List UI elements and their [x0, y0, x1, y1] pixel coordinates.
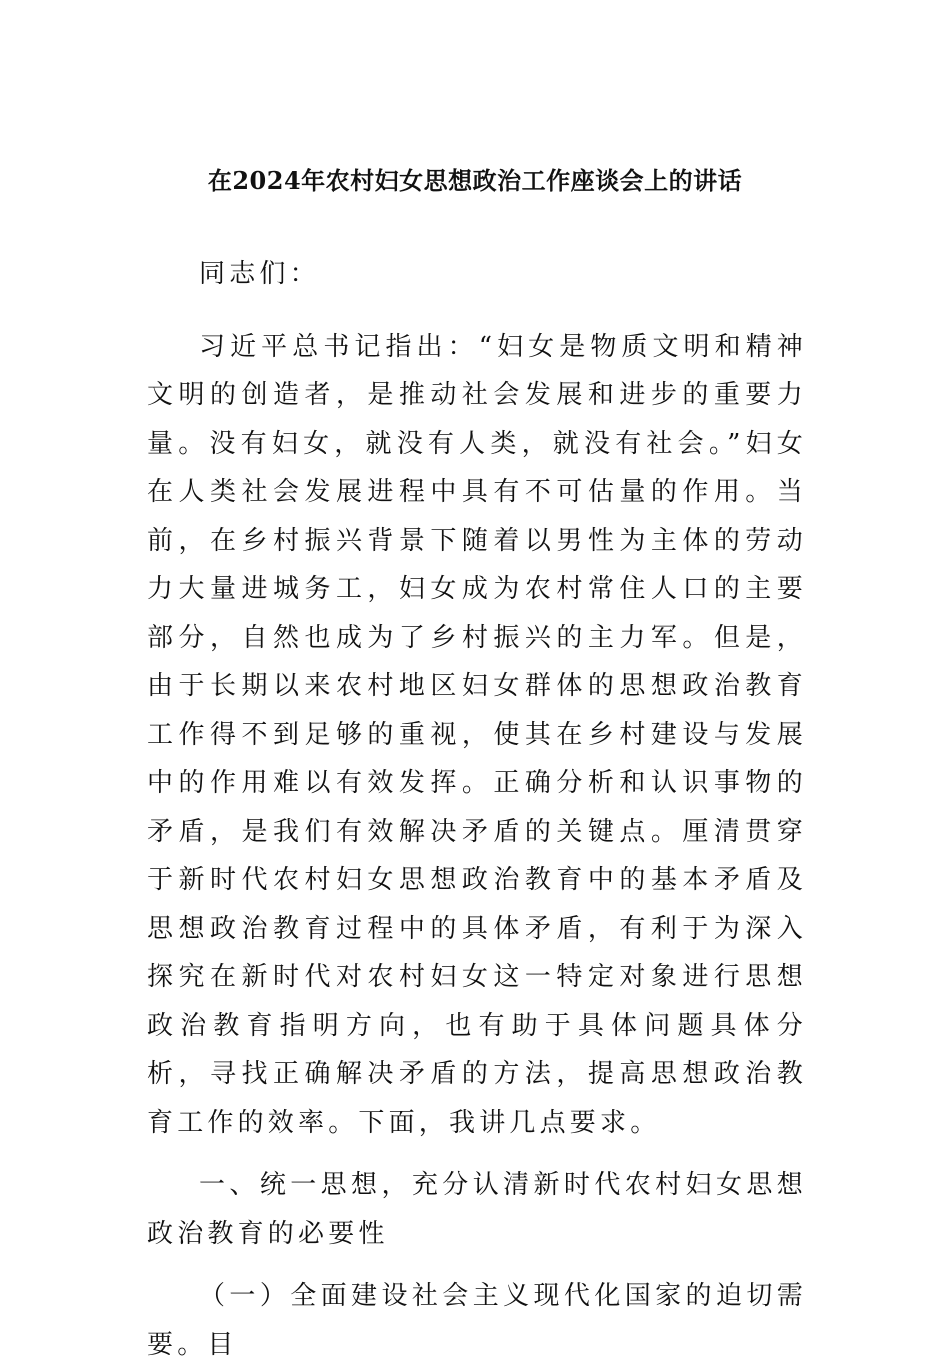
salutation: 同志们：	[199, 259, 320, 289]
document-title: 在2024年农村妇女思想政治工作座谈会上的讲话	[207, 166, 743, 195]
body-paragraph: 习近平总书记指出：“妇女是物质文明和精神文明的创造者，是推动社会发展和进步的重要力量。没有妇女，就没有人类，就没有社会。”妇女在人类社会发展进程中具有不可估量的作用。当前，在乡村振兴背景下随着以男性为主体的劳动力大量进城务工，妇女成为农村常住人口的主要部分，自然也成为了乡村振兴的主力军。但是，由于长期以来农村地区妇女群体的思想政治教育工作得不到足够的重视，使其在乡村建设与发展中的作用难以有效发挥。正确分析和认识事物的矛盾，是我们有效解决矛盾的关键点。厘清贯穿于新时代农村妇女思想政治教育中的基本矛盾及思想政治教育过程中的具体矛盾，有利于为深入探究在新时代对农村妇女这一特定对象进行思想政治教育指明方向，也有助于具体问题具体分析，寻找正确解决矛盾的方法，提高思想政治教育工作的效率。下面，我讲几点要求。	[147, 331, 807, 1138]
subsection-paragraph: （一）全面建设社会主义现代化国家的迫切需要。目	[147, 1281, 807, 1360]
document-body	[147, 250, 807, 1369]
section-heading: 一、统一思想，充分认清新时代农村妇女思想政治教育的必要性	[147, 1170, 807, 1249]
